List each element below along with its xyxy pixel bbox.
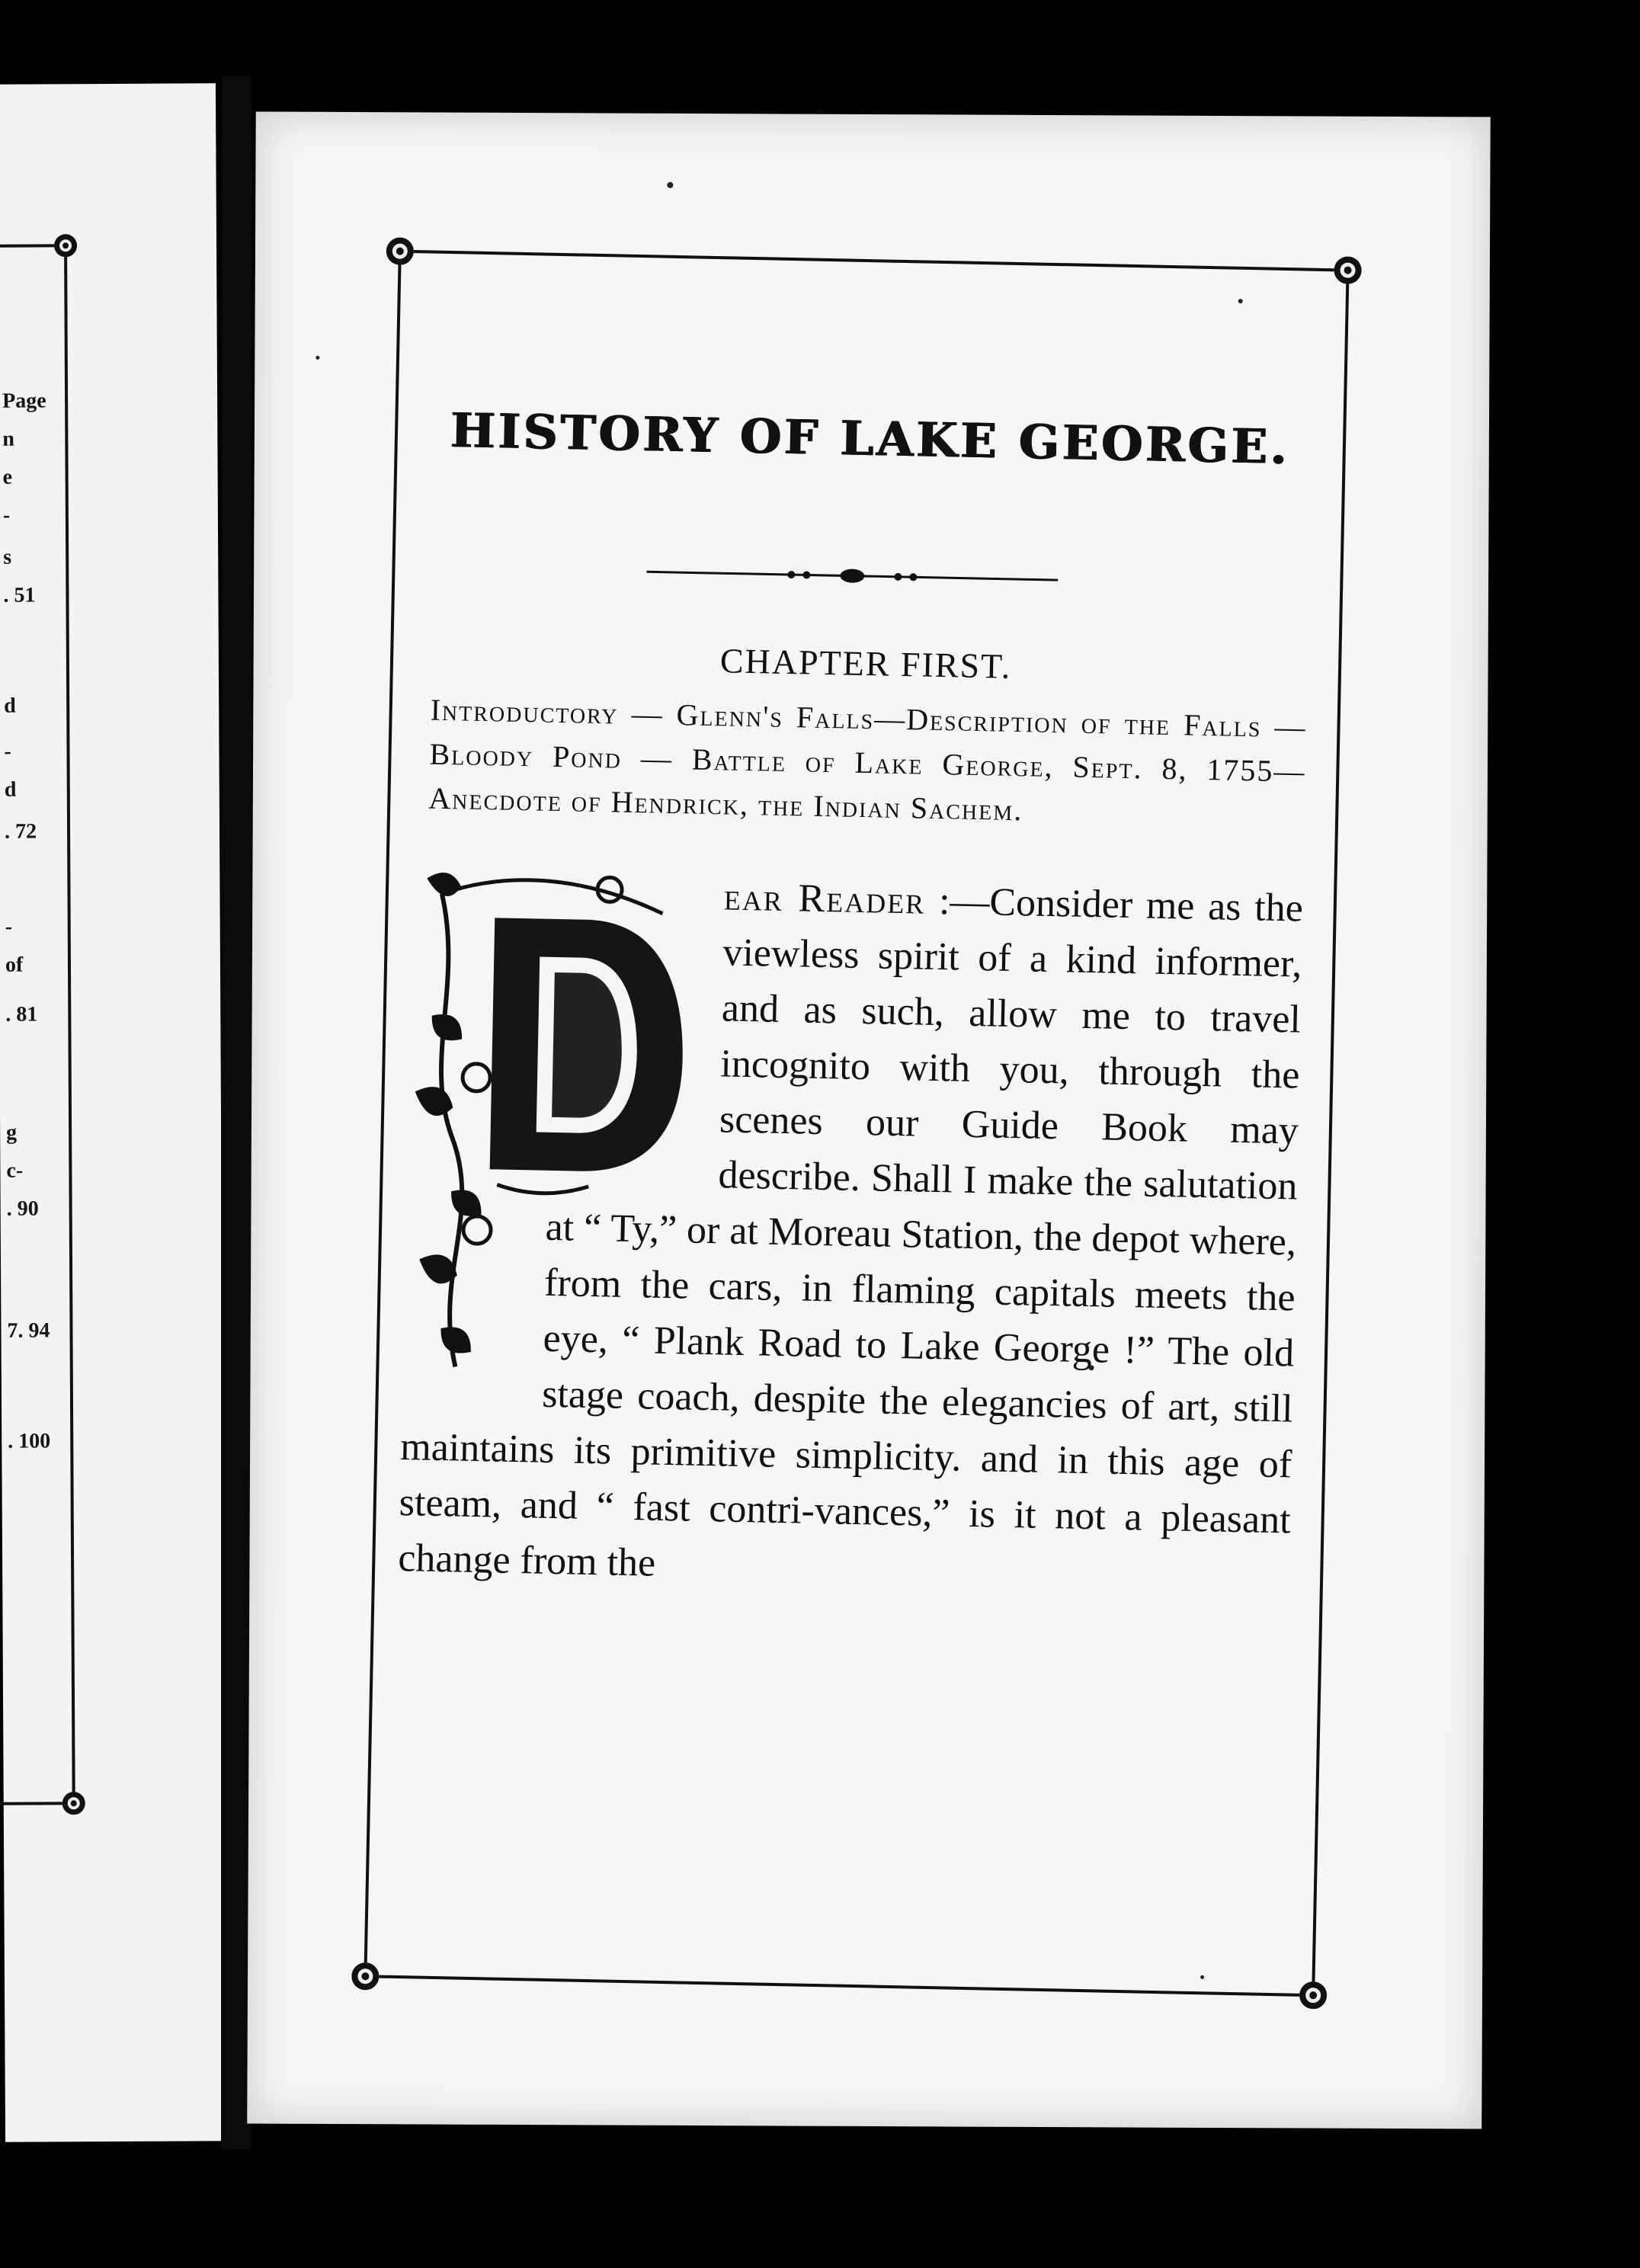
drop-cap-letter: D [662, 884, 669, 893]
toc-fragment: . 100 [8, 1429, 51, 1453]
toc-fragment: . 81 [5, 1002, 38, 1027]
lead-in-words: ear Reader [723, 875, 926, 923]
body-text: :—Consider me as the viewless spirit of a kind informer, and as such, allow me to travel incognito with you, through the scenes our Guide Book may describe. Shall I make the salutation at “ Ty,” or at Moreau Station, the depot where, from the cars, in flaming capitals meets the eye, “ Plank Road to Lake George !” The old stage coach, despite the elegancies of art, still maintains its primitive simplicity. and in this age of steam, and “ fast contri-vances,” is it not a pleasant change from the [397, 879, 1304, 1585]
chapter-synopsis: Introductory — Glenn's Falls—Description of the Falls — Bloody Pond — Battle of Lake George, Sept. 8, 1755—Anecdote of Hendrick, the Indian Sachem. [428, 692, 1307, 828]
title-rule-ornament [646, 562, 1058, 589]
frame-corner-ornament [1334, 256, 1362, 284]
toc-fragment: d [4, 777, 17, 802]
toc-fragment: g [6, 1120, 18, 1145]
ink-speck [316, 356, 319, 360]
page-title: HISTORY OF LAKE GEORGE. [450, 402, 1291, 476]
frame-corner-ornament [54, 234, 77, 257]
previous-page [0, 83, 226, 2141]
toc-fragment: n [2, 427, 15, 451]
text-border-frame [364, 250, 1349, 1997]
frame-corner-ornament [62, 1792, 85, 1815]
frame-corner-ornament [1299, 1981, 1328, 2010]
toc-fragment: s [3, 545, 12, 569]
toc-fragment: . 51 [3, 583, 36, 607]
toc-fragment: . 90 [6, 1196, 39, 1221]
body-paragraph [398, 863, 1304, 1603]
ink-speck [667, 182, 673, 188]
frame-corner-ornament [386, 237, 414, 265]
toc-fragment: d [4, 694, 16, 718]
book-gutter [221, 76, 251, 2149]
frame-corner-ornament [351, 1962, 380, 1991]
book-page [247, 111, 1491, 2129]
toc-fragment: - [5, 915, 13, 939]
toc-fragment: - [2, 503, 11, 527]
toc-fragment: c- [6, 1158, 24, 1183]
toc-fragment: - [4, 739, 11, 764]
toc-fragment: e [2, 465, 13, 489]
decorated-drop-cap [402, 863, 709, 1387]
chapter-heading: CHAPTER FIRST. [719, 641, 1012, 686]
toc-fragment: 7. 94 [7, 1318, 50, 1343]
toc-fragment: Page [2, 389, 46, 413]
toc-fragment: of [5, 953, 24, 977]
toc-fragment: . 72 [4, 819, 37, 844]
